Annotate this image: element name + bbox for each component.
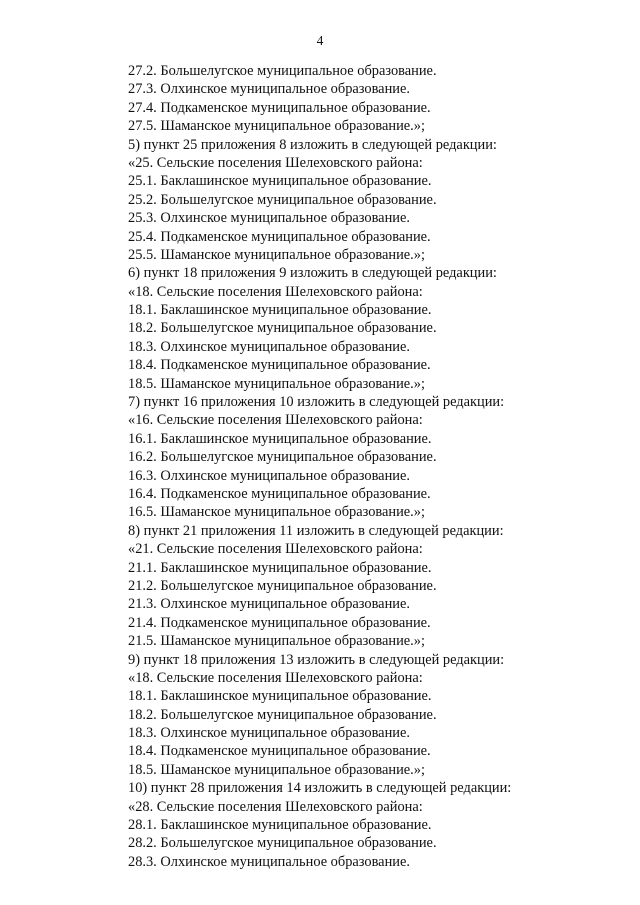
document-line: 16.2. Большелугское муниципальное образование.	[128, 449, 437, 466]
document-line: 21.4. Подкаменское муниципальное образование.	[128, 614, 431, 631]
document-line: 18.4. Подкаменское муниципальное образование.	[128, 743, 431, 760]
document-line: 21.5. Шаманское муниципальное образование.»;	[128, 633, 425, 650]
document-line: 25.4. Подкаменское муниципальное образование.	[128, 228, 431, 245]
document-line: 28.1. Баклашинское муниципальное образование.	[128, 817, 432, 834]
document-line: «28. Сельские поселения Шелеховского района:	[128, 798, 423, 815]
document-body	[128, 62, 628, 871]
document-line: 18.2. Большелугское муниципальное образование.	[128, 320, 437, 337]
document-line: 10) пункт 28 приложения 14 изложить в следующей редакции:	[128, 780, 512, 797]
document-line: 21.2. Большелугское муниципальное образование.	[128, 577, 437, 594]
document-line: 8) пункт 21 приложения 11 изложить в следующей редакции:	[128, 522, 504, 539]
document-line: 18.5. Шаманское муниципальное образование.»;	[128, 375, 425, 392]
document-line: 25.1. Баклашинское муниципальное образование.	[128, 173, 432, 190]
document-line: 9) пункт 18 приложения 13 изложить в следующей редакции:	[128, 651, 505, 668]
document-line: «18. Сельские поселения Шелеховского района:	[128, 669, 423, 686]
page-number: 4	[316, 33, 324, 48]
document-line: 21.1. Баклашинское муниципальное образование.	[128, 559, 432, 576]
document-line: «25. Сельские поселения Шелеховского района:	[128, 154, 423, 171]
document-line: 7) пункт 16 приложения 10 изложить в следующей редакции:	[128, 394, 505, 411]
document-line: 28.3. Олхинское муниципальное образование.	[128, 853, 410, 870]
document-line: 18.3. Олхинское муниципальное образование.	[128, 338, 410, 355]
document-line: 25.2. Большелугское муниципальное образование.	[128, 191, 437, 208]
document-line: 25.3. Олхинское муниципальное образование.	[128, 210, 410, 227]
document-line: 18.5. Шаманское муниципальное образование.»;	[128, 761, 425, 778]
document-line: 5) пункт 25 приложения 8 изложить в следующей редакции:	[128, 136, 497, 153]
document-line: 18.2. Большелугское муниципальное образование.	[128, 706, 437, 723]
document-line: 18.1. Баклашинское муниципальное образование.	[128, 302, 432, 319]
document-line: 18.3. Олхинское муниципальное образование.	[128, 725, 410, 742]
document-line: 27.3. Олхинское муниципальное образование.	[128, 81, 410, 98]
document-line: «18. Сельские поселения Шелеховского района:	[128, 283, 423, 300]
document-line: 25.5. Шаманское муниципальное образование.»;	[128, 246, 425, 263]
document-line: 16.4. Подкаменское муниципальное образование.	[128, 485, 431, 502]
document-line: 16.1. Баклашинское муниципальное образование.	[128, 430, 432, 447]
document-line: 27.2. Большелугское муниципальное образование.	[128, 63, 437, 79]
document-line: «16. Сельские поселения Шелеховского района:	[128, 412, 423, 429]
document-line: 18.1. Баклашинское муниципальное образование.	[128, 688, 432, 705]
document-line: 27.5. Шаманское муниципальное образование.»;	[128, 118, 425, 135]
document-line: 21.3. Олхинское муниципальное образование.	[128, 596, 410, 613]
document-line: 16.5. Шаманское муниципальное образование.»;	[128, 504, 425, 521]
document-line: 27.4. Подкаменское муниципальное образование.	[128, 99, 431, 116]
document-line: 6) пункт 18 приложения 9 изложить в следующей редакции:	[128, 265, 497, 282]
document-line: «21. Сельские поселения Шелеховского района:	[128, 541, 423, 558]
document-line: 18.4. Подкаменское муниципальное образование.	[128, 357, 431, 374]
document-line: 16.3. Олхинское муниципальное образование.	[128, 467, 410, 484]
document-line: 28.2. Большелугское муниципальное образование.	[128, 835, 437, 852]
